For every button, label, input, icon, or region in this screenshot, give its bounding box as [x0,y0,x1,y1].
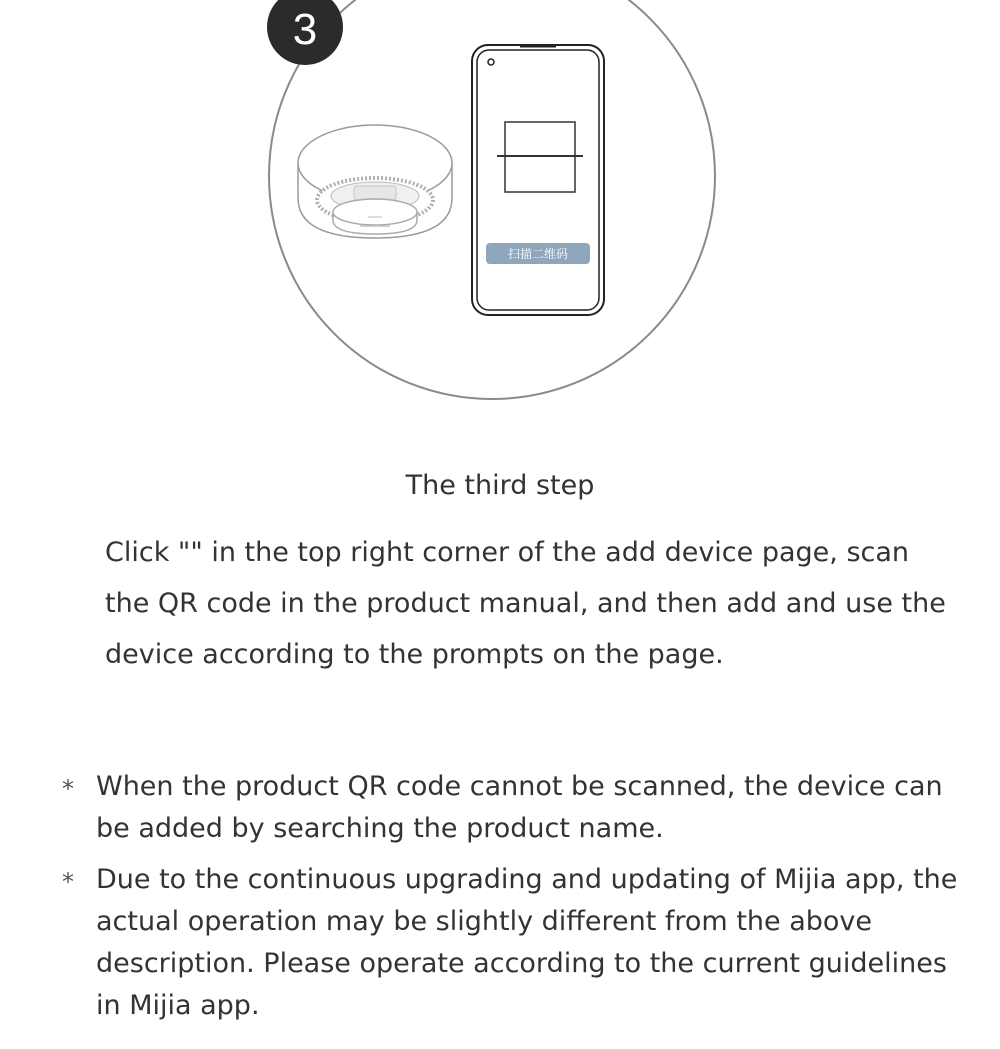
note-item [62,766,962,850]
note-text: Due to the continuous upgrading and updating of Mijia app, the actual operation may be slightly different from the above description. Please operate according to the current guidelines in Mijia app. [96,864,958,1021]
step-title: The third step [405,470,595,501]
note-marker: * [62,868,74,896]
step-illustration [0,0,1000,420]
note-item [62,859,962,1027]
step-number: 3 [292,5,318,54]
step-number-badge [267,0,343,65]
note-text: When the product QR code cannot be scanned, the device can be added by searching the product name. [96,771,943,844]
smoke-detector-icon [298,125,452,238]
phone-icon [472,45,604,315]
step-description: Click "" in the top right corner of the add device page, scan the QR code in the product manual, and then add and use the device according to the prompts on the page. [105,537,946,670]
note-marker: * [62,775,74,803]
scan-qr-button-label: 扫描二维码 [507,247,569,261]
notes-list [62,766,962,1027]
